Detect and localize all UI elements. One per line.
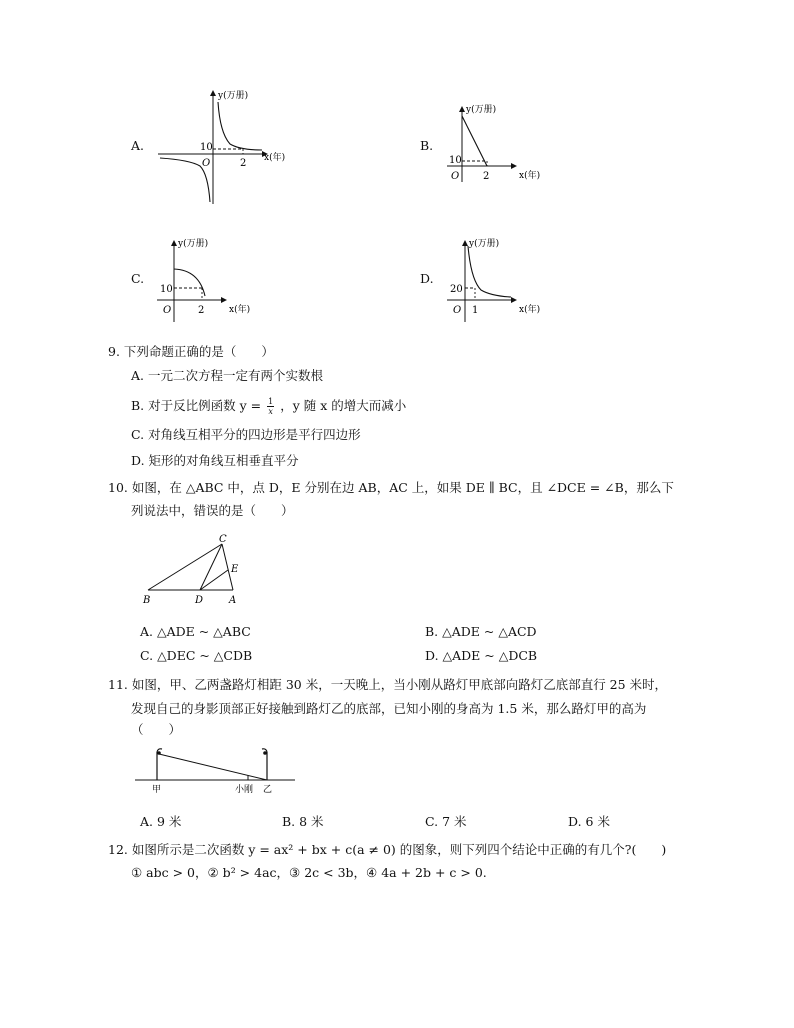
graph-b-origin: O xyxy=(451,171,460,182)
q10-option-b: B. △ADE ~ △ACD xyxy=(425,624,537,639)
graph-a-ylabel: y(万册) xyxy=(218,91,249,101)
q10-line1: 10. 如图，在 △ABC 中，点 D，E 分别在边 AB，AC 上，如果 DE ∥ BC，且 ∠DCE = ∠B，那么下 xyxy=(108,480,674,495)
q12-line2: ① abc > 0，② b² > 4ac，③ 2c < 3b，④ 4a + 2b + c > 0. xyxy=(131,865,487,880)
graph-b xyxy=(445,100,555,185)
graph-a-xval: 2 xyxy=(240,158,247,169)
graph-b-yval: 10 xyxy=(449,155,462,166)
q11-label-yi: 乙 xyxy=(263,785,273,795)
q9-option-d: D. 矩形的对角线互相垂直平分 xyxy=(131,453,299,468)
option-b-label: B. xyxy=(420,138,434,153)
q9-option-b-pre: B. 对于反比例函数 y = xyxy=(131,398,262,413)
q11-streetlight-figure xyxy=(135,742,300,802)
q9-option-c: C. 对角线互相平分的四边形是平行四边形 xyxy=(131,427,361,442)
q9-frac-num: 1 xyxy=(268,397,274,406)
q10-label-b: B xyxy=(143,595,151,606)
q10-label-c: C xyxy=(219,534,227,545)
q11-label-xiaogang: 小刚 xyxy=(235,785,254,795)
q10-line2: 列说法中，错误的是（ ） xyxy=(131,503,294,518)
q10-option-c: C. △DEC ~ △CDB xyxy=(140,648,253,663)
graph-c-origin: O xyxy=(163,305,172,316)
q10-option-d: D. △ADE ~ △DCB xyxy=(425,648,538,663)
q11-label-jia: 甲 xyxy=(152,785,162,795)
q9-fraction xyxy=(267,397,274,416)
graph-d xyxy=(445,232,555,322)
graph-c-ylabel: y(万册) xyxy=(178,239,209,249)
q10-label-e: E xyxy=(231,564,239,575)
graph-d-origin: O xyxy=(453,305,462,316)
graph-d-xlabel: x(年) xyxy=(519,305,541,315)
graph-b-xlabel: x(年) xyxy=(519,171,541,181)
graph-b-ylabel: y(万册) xyxy=(466,105,497,115)
q11-line2: 发现自己的身影顶部正好接触到路灯乙的底部，已知小刚的身高为 1.5 米，那么路灯甲的高为 xyxy=(131,701,647,716)
graph-a-yval: 10 xyxy=(200,142,213,153)
q11-option-d: D. 6 米 xyxy=(568,814,610,829)
graph-c-xval: 2 xyxy=(198,305,205,316)
q9-option-b-post: ，y 随 x 的增大而减小 xyxy=(280,398,407,413)
graph-d-xval: 1 xyxy=(472,305,479,316)
graph-a-xlabel: x(年) xyxy=(264,153,286,163)
graph-c-yval: 10 xyxy=(160,284,173,295)
q9-frac-den: x xyxy=(268,407,273,416)
q10-option-a: A. △ADE ~ △ABC xyxy=(140,624,251,639)
q11-option-b: B. 8 米 xyxy=(282,814,324,829)
graph-d-yval: 20 xyxy=(450,284,463,295)
q10-label-d: D xyxy=(195,595,204,606)
graph-c-xlabel: x(年) xyxy=(229,305,251,315)
q12-line1: 12. 如图所示是二次函数 y = ax² + bx + c(a ≠ 0) 的图象，则下列四个结论中正确的有几个?( ) xyxy=(108,842,667,857)
graph-b-xval: 2 xyxy=(483,171,490,182)
graph-a-origin: O xyxy=(202,158,211,169)
graph-d-ylabel: y(万册) xyxy=(469,239,500,249)
q9-option-b xyxy=(131,396,406,416)
graph-c xyxy=(155,232,265,322)
q10-label-a: A xyxy=(229,595,237,606)
q11-line1: 11. 如图，甲、乙两盏路灯相距 30 米，一天晚上，当小刚从路灯甲底部向路灯乙底部直行 25 米时， xyxy=(108,677,668,692)
q11-line3: （ ） xyxy=(131,722,182,737)
option-a-label: A. xyxy=(131,138,145,153)
graph-a xyxy=(150,88,290,208)
option-d-label: D. xyxy=(420,271,434,286)
q9-option-a: A. 一元二次方程一定有两个实数根 xyxy=(131,368,323,383)
q11-option-a: A. 9 米 xyxy=(140,814,182,829)
option-c-label: C. xyxy=(131,271,145,286)
q10-triangle-figure xyxy=(140,532,250,608)
q11-option-c: C. 7 米 xyxy=(425,814,467,829)
q9-stem: 9. 下列命题正确的是（ ） xyxy=(108,344,274,359)
